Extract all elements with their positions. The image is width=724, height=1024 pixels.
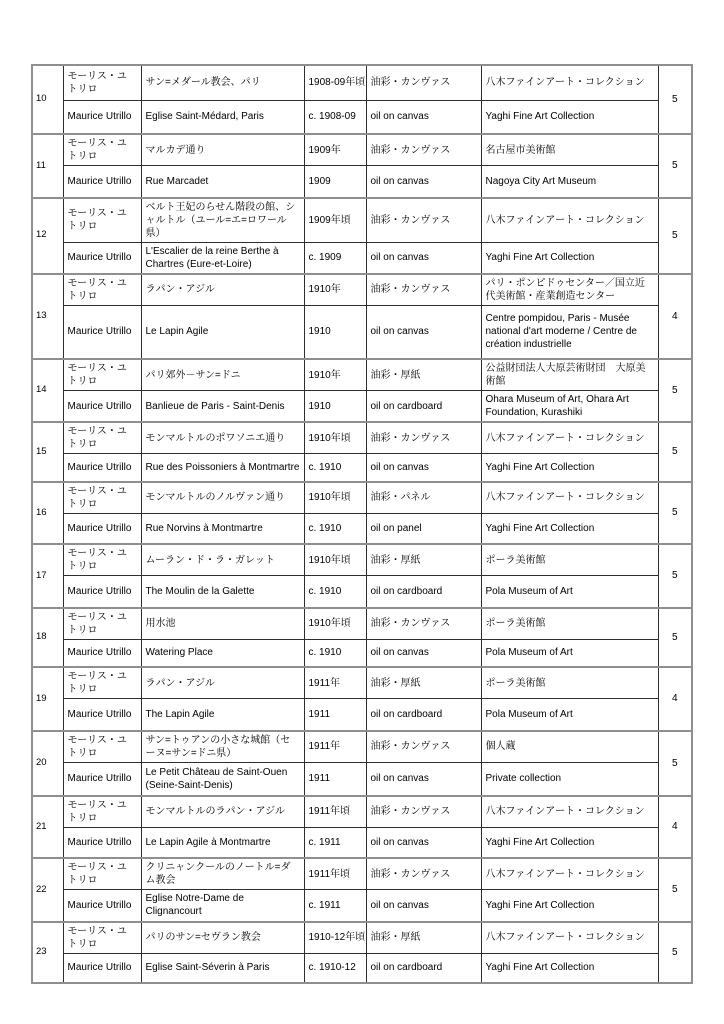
medium-ja-cell: 油彩・カンヴァス xyxy=(366,134,481,166)
artist-ja-cell: モーリス・ユトリロ xyxy=(63,482,141,514)
collection-ja-cell: 八木ファインアート・コレクション xyxy=(481,796,658,828)
table-row xyxy=(32,953,692,983)
score-cell: 5 xyxy=(658,482,692,545)
medium-en-cell: oil on canvas xyxy=(366,166,481,198)
collection-en-cell: Yaghi Fine Art Collection xyxy=(481,100,658,134)
table-row xyxy=(32,482,692,514)
date-en-cell: 1910 xyxy=(304,391,366,423)
score-cell: 5 xyxy=(658,731,692,796)
collection-ja-cell: 八木ファインアート・コレクション xyxy=(481,65,658,100)
date-ja-cell: 1911年頃 xyxy=(304,796,366,828)
title-en-cell: Eglise Saint-Médard, Paris xyxy=(141,100,304,134)
title-ja-cell: ラパン・アジル xyxy=(141,667,304,699)
medium-en-cell: oil on canvas xyxy=(366,639,481,667)
title-ja-cell: モンマルトルのノルヴァン通り xyxy=(141,482,304,514)
table-row xyxy=(32,134,692,166)
collection-ja-cell: パリ・ポンピドゥセンター／国立近代美術館・産業創造センター xyxy=(481,274,658,306)
date-en-cell: 1909 xyxy=(304,166,366,198)
title-en-cell: Le Petit Château de Saint-Ouen (Seine-Saint-Denis) xyxy=(141,763,304,796)
medium-ja-cell: 油彩・パネル xyxy=(366,482,481,514)
date-ja-cell: 1909年頃 xyxy=(304,198,366,243)
collection-ja-cell: 八木ファインアート・コレクション xyxy=(481,858,658,890)
medium-en-cell: oil on panel xyxy=(366,513,481,544)
row-number: 14 xyxy=(32,359,63,422)
title-en-cell: Le Lapin Agile à Montmartre xyxy=(141,827,304,858)
table-row xyxy=(32,890,692,922)
title-en-cell: The Moulin de la Galette xyxy=(141,576,304,608)
table-row xyxy=(32,65,692,100)
row-number: 21 xyxy=(32,796,63,859)
date-en-cell: c. 1908-09 xyxy=(304,100,366,134)
date-ja-cell: 1911年 xyxy=(304,731,366,763)
collection-en-cell: Yaghi Fine Art Collection xyxy=(481,242,658,274)
artwork-table xyxy=(31,64,693,984)
title-ja-cell: サン=トゥアンの小さな城館（セーヌ=サン=ドニ県） xyxy=(141,731,304,763)
table-row xyxy=(32,827,692,858)
score-cell: 5 xyxy=(658,858,692,922)
artist-ja-cell: モーリス・ユトリロ xyxy=(63,608,141,640)
medium-en-cell: oil on canvas xyxy=(366,763,481,796)
table-row xyxy=(32,699,692,731)
medium-ja-cell: 油彩・カンヴァス xyxy=(366,198,481,243)
artist-ja-cell: モーリス・ユトリロ xyxy=(63,198,141,243)
table-row xyxy=(32,544,692,576)
artist-en-cell: Maurice Utrillo xyxy=(63,576,141,608)
title-en-cell: Le Lapin Agile xyxy=(141,305,304,359)
table-row xyxy=(32,274,692,306)
title-ja-cell: モンマルトルのポワソニエ通り xyxy=(141,422,304,454)
score-cell: 5 xyxy=(658,422,692,482)
collection-en-cell: Yaghi Fine Art Collection xyxy=(481,454,658,482)
medium-en-cell: oil on canvas xyxy=(366,100,481,134)
date-en-cell: 1910 xyxy=(304,305,366,359)
artist-en-cell: Maurice Utrillo xyxy=(63,166,141,198)
medium-en-cell: oil on canvas xyxy=(366,827,481,858)
row-number: 19 xyxy=(32,667,63,731)
artist-en-cell: Maurice Utrillo xyxy=(63,639,141,667)
row-number: 18 xyxy=(32,608,63,668)
medium-ja-cell: 油彩・カンヴァス xyxy=(366,608,481,640)
score-cell: 4 xyxy=(658,667,692,731)
score-cell: 5 xyxy=(658,922,692,984)
date-en-cell: c. 1910-12 xyxy=(304,953,366,983)
collection-en-cell: Yaghi Fine Art Collection xyxy=(481,513,658,544)
date-ja-cell: 1908-09年頃 xyxy=(304,65,366,100)
title-ja-cell: サン=メダール教会、パリ xyxy=(141,65,304,100)
date-en-cell: c. 1910 xyxy=(304,639,366,667)
date-ja-cell: 1909年 xyxy=(304,134,366,166)
medium-en-cell: oil on canvas xyxy=(366,890,481,922)
row-number: 10 xyxy=(32,65,63,134)
score-cell: 4 xyxy=(658,796,692,859)
collection-ja-cell: 八木ファインアート・コレクション xyxy=(481,922,658,954)
title-ja-cell: ラパン・アジル xyxy=(141,274,304,306)
table-row xyxy=(32,305,692,359)
artist-ja-cell: モーリス・ユトリロ xyxy=(63,359,141,391)
artist-en-cell: Maurice Utrillo xyxy=(63,242,141,274)
collection-en-cell: Private collection xyxy=(481,763,658,796)
row-number: 20 xyxy=(32,731,63,796)
table-row xyxy=(32,667,692,699)
medium-en-cell: oil on cardboard xyxy=(366,699,481,731)
title-ja-cell: ベルト王妃のらせん階段の館、シャルトル（ユール=エ=ロワール県） xyxy=(141,198,304,243)
date-ja-cell: 1910年頃 xyxy=(304,482,366,514)
collection-ja-cell: 八木ファインアート・コレクション xyxy=(481,482,658,514)
title-ja-cell: モンマルトルのラパン・アジル xyxy=(141,796,304,828)
date-ja-cell: 1910-12年頃 xyxy=(304,922,366,954)
table-row xyxy=(32,513,692,544)
date-ja-cell: 1910年 xyxy=(304,359,366,391)
artist-ja-cell: モーリス・ユトリロ xyxy=(63,858,141,890)
table-row xyxy=(32,858,692,890)
collection-ja-cell: 八木ファインアート・コレクション xyxy=(481,422,658,454)
row-number: 23 xyxy=(32,922,63,984)
date-ja-cell: 1910年頃 xyxy=(304,544,366,576)
table-row xyxy=(32,100,692,134)
medium-ja-cell: 油彩・カンヴァス xyxy=(366,858,481,890)
title-en-cell: Rue des Poissoniers à Montmartre xyxy=(141,454,304,482)
collection-ja-cell: 個人蔵 xyxy=(481,731,658,763)
medium-en-cell: oil on canvas xyxy=(366,242,481,274)
table-row xyxy=(32,166,692,198)
medium-en-cell: oil on cardboard xyxy=(366,391,481,423)
collection-en-cell: Centre pompidou, Paris - Musée national d'art moderne / Centre de création industrielle xyxy=(481,305,658,359)
date-ja-cell: 1910年 xyxy=(304,274,366,306)
date-en-cell: c. 1910 xyxy=(304,454,366,482)
artist-ja-cell: モーリス・ユトリロ xyxy=(63,922,141,954)
score-cell: 5 xyxy=(658,359,692,422)
artist-en-cell: Maurice Utrillo xyxy=(63,827,141,858)
title-ja-cell: パリのサン=セヴラン教会 xyxy=(141,922,304,954)
date-en-cell: 1911 xyxy=(304,699,366,731)
title-ja-cell: 用水池 xyxy=(141,608,304,640)
table-row xyxy=(32,796,692,828)
artist-en-cell: Maurice Utrillo xyxy=(63,513,141,544)
date-ja-cell: 1910年頃 xyxy=(304,422,366,454)
row-number: 13 xyxy=(32,274,63,360)
table-row xyxy=(32,731,692,763)
collection-ja-cell: 公益財団法人大原芸術財団 大原美術館 xyxy=(481,359,658,391)
artist-en-cell: Maurice Utrillo xyxy=(63,890,141,922)
score-cell: 5 xyxy=(658,198,692,274)
row-number: 17 xyxy=(32,544,63,608)
row-number: 12 xyxy=(32,198,63,274)
title-ja-cell: ムーラン・ド・ラ・ガレット xyxy=(141,544,304,576)
collection-en-cell: Pola Museum of Art xyxy=(481,639,658,667)
collection-en-cell: Pola Museum of Art xyxy=(481,699,658,731)
title-en-cell: Rue Norvins à Montmartre xyxy=(141,513,304,544)
medium-ja-cell: 油彩・厚紙 xyxy=(366,544,481,576)
medium-en-cell: oil on canvas xyxy=(366,454,481,482)
collection-en-cell: Pola Museum of Art xyxy=(481,576,658,608)
table-row xyxy=(32,763,692,796)
score-cell: 5 xyxy=(658,608,692,668)
date-ja-cell: 1910年頃 xyxy=(304,608,366,640)
table-row xyxy=(32,242,692,274)
artist-ja-cell: モーリス・ユトリロ xyxy=(63,667,141,699)
collection-en-cell: Ohara Museum of Art, Ohara Art Foundation, Kurashiki xyxy=(481,391,658,423)
date-en-cell: c. 1910 xyxy=(304,513,366,544)
row-number: 11 xyxy=(32,134,63,198)
title-en-cell: Watering Place xyxy=(141,639,304,667)
artist-en-cell: Maurice Utrillo xyxy=(63,699,141,731)
artist-en-cell: Maurice Utrillo xyxy=(63,454,141,482)
title-ja-cell: クリニャンクールのノートル=ダム教会 xyxy=(141,858,304,890)
medium-ja-cell: 油彩・カンヴァス xyxy=(366,65,481,100)
table-row xyxy=(32,576,692,608)
title-en-cell: Eglise Saint-Séverin à Paris xyxy=(141,953,304,983)
collection-en-cell: Nagoya City Art Museum xyxy=(481,166,658,198)
artist-en-cell: Maurice Utrillo xyxy=(63,953,141,983)
title-en-cell: Banlieue de Paris - Saint-Denis xyxy=(141,391,304,423)
date-en-cell: 1911 xyxy=(304,763,366,796)
table-row xyxy=(32,359,692,391)
table-row xyxy=(32,454,692,482)
artist-ja-cell: モーリス・ユトリロ xyxy=(63,731,141,763)
date-en-cell: c. 1911 xyxy=(304,890,366,922)
date-ja-cell: 1911年 xyxy=(304,667,366,699)
medium-ja-cell: 油彩・カンヴァス xyxy=(366,796,481,828)
artist-en-cell: Maurice Utrillo xyxy=(63,100,141,134)
collection-en-cell: Yaghi Fine Art Collection xyxy=(481,890,658,922)
score-cell: 5 xyxy=(658,544,692,608)
score-cell: 5 xyxy=(658,134,692,198)
artist-ja-cell: モーリス・ユトリロ xyxy=(63,796,141,828)
date-ja-cell: 1911年頃 xyxy=(304,858,366,890)
table-row xyxy=(32,198,692,243)
collection-ja-cell: ポーラ美術館 xyxy=(481,544,658,576)
medium-ja-cell: 油彩・厚紙 xyxy=(366,922,481,954)
artist-ja-cell: モーリス・ユトリロ xyxy=(63,274,141,306)
row-number: 16 xyxy=(32,482,63,545)
medium-en-cell: oil on canvas xyxy=(366,305,481,359)
artist-ja-cell: モーリス・ユトリロ xyxy=(63,65,141,100)
table-row xyxy=(32,639,692,667)
collection-ja-cell: ポーラ美術館 xyxy=(481,608,658,640)
title-en-cell: L'Escalier de la reine Berthe à Chartres (Eure-et-Loire) xyxy=(141,242,304,274)
medium-ja-cell: 油彩・カンヴァス xyxy=(366,731,481,763)
medium-en-cell: oil on cardboard xyxy=(366,953,481,983)
title-ja-cell: パリ郊外－サン=ドニ xyxy=(141,359,304,391)
date-en-cell: c. 1910 xyxy=(304,576,366,608)
medium-ja-cell: 油彩・カンヴァス xyxy=(366,422,481,454)
title-en-cell: The Lapin Agile xyxy=(141,699,304,731)
artist-en-cell: Maurice Utrillo xyxy=(63,391,141,423)
medium-ja-cell: 油彩・厚紙 xyxy=(366,667,481,699)
collection-en-cell: Yaghi Fine Art Collection xyxy=(481,953,658,983)
row-number: 22 xyxy=(32,858,63,922)
score-cell: 5 xyxy=(658,65,692,134)
medium-ja-cell: 油彩・カンヴァス xyxy=(366,274,481,306)
title-en-cell: Eglise Notre-Dame de Clignancourt xyxy=(141,890,304,922)
table-row xyxy=(32,608,692,640)
title-ja-cell: マルカデ通り xyxy=(141,134,304,166)
medium-en-cell: oil on cardboard xyxy=(366,576,481,608)
artist-en-cell: Maurice Utrillo xyxy=(63,305,141,359)
table-row xyxy=(32,422,692,454)
collection-ja-cell: 八木ファインアート・コレクション xyxy=(481,198,658,243)
artist-en-cell: Maurice Utrillo xyxy=(63,763,141,796)
artist-ja-cell: モーリス・ユトリロ xyxy=(63,544,141,576)
artist-ja-cell: モーリス・ユトリロ xyxy=(63,422,141,454)
medium-ja-cell: 油彩・厚紙 xyxy=(366,359,481,391)
score-cell: 4 xyxy=(658,274,692,360)
artist-ja-cell: モーリス・ユトリロ xyxy=(63,134,141,166)
collection-ja-cell: 名古屋市美術館 xyxy=(481,134,658,166)
table-row xyxy=(32,922,692,954)
date-en-cell: c. 1911 xyxy=(304,827,366,858)
date-en-cell: c. 1909 xyxy=(304,242,366,274)
title-en-cell: Rue Marcadet xyxy=(141,166,304,198)
table-row xyxy=(32,391,692,423)
collection-ja-cell: ポーラ美術館 xyxy=(481,667,658,699)
collection-en-cell: Yaghi Fine Art Collection xyxy=(481,827,658,858)
row-number: 15 xyxy=(32,422,63,482)
